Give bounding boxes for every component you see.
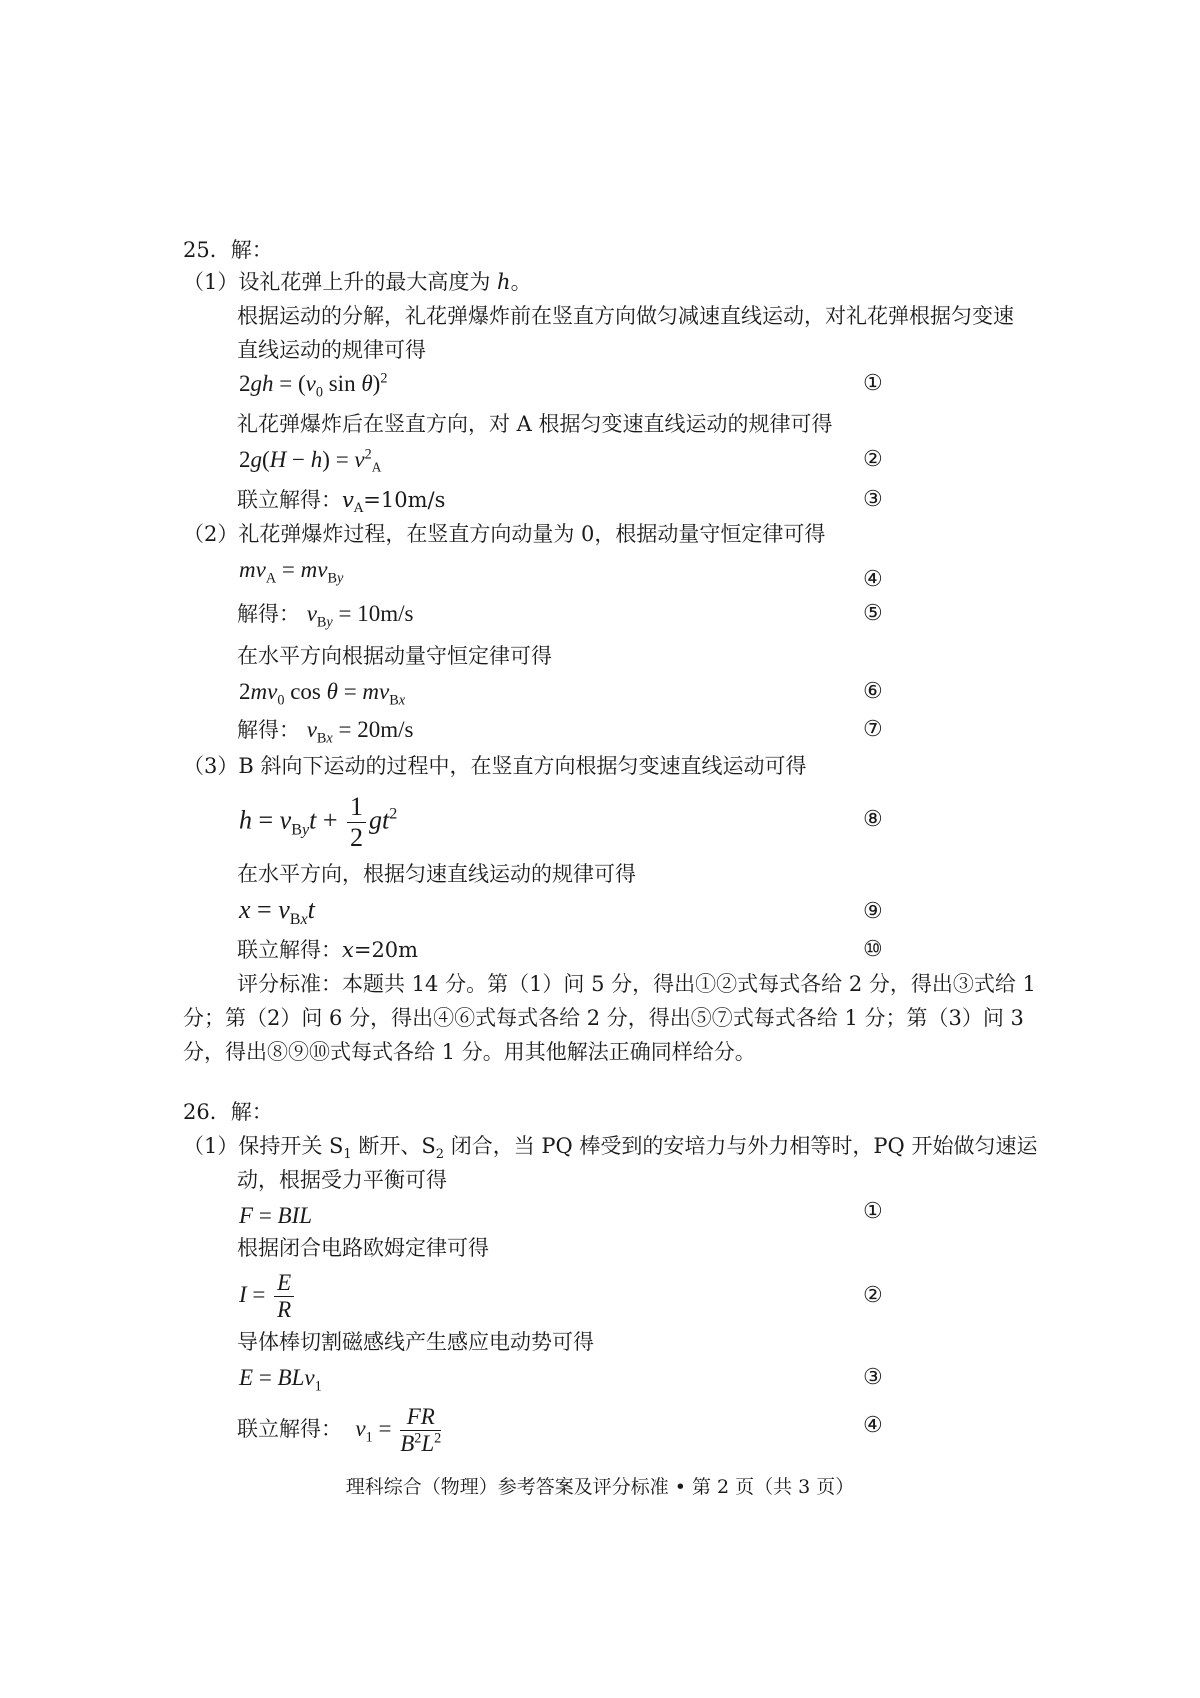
marker-26-3: ③ xyxy=(863,1365,883,1390)
q26-result: 联立解得： $v_1$ = $\frac{FR}{B^2L^2}$ xyxy=(237,1403,442,1457)
equation-8: $h = v_{By}t$ + $\frac{1}{2}$ $gt^2$ xyxy=(239,792,398,852)
q25-part3-result: 联立解得：x=20m xyxy=(237,938,419,962)
q26-heading: 26．解： xyxy=(183,1100,273,1124)
q25-scoring-line-1: 评分标准：本题共 14 分。第（1）问 5 分，得出①②式每式各给 2 分，得出③式给 1 xyxy=(237,972,1036,996)
q25-part2-result2: 解得： $v_{Bx} = 20m/s$ xyxy=(237,717,414,747)
q25-scoring-line-3: 分，得出⑧⑨⑩式每式各给 1 分。用其他解法正确同样给分。 xyxy=(183,1040,756,1064)
q25-part1-text-c: 礼花弹爆炸后在竖直方向，对 A 根据匀变速直线运动的规律可得 xyxy=(237,412,833,436)
q26-part1-title-a: （1）保持开关 $S_1$ 断开、$S_2$ 闭合，当 PQ 棒受到的安培力与外力相等时，PQ 开始做匀速运 xyxy=(183,1134,1038,1163)
marker-9: ⑨ xyxy=(863,899,883,924)
equation-1: $2gh = (v_0$ sin θ)$^2$ xyxy=(239,370,388,401)
marker-26-1: ① xyxy=(863,1199,883,1224)
marker-10: ⑩ xyxy=(863,937,883,962)
equation-26-3: E = BLv$_1$ xyxy=(239,1365,322,1395)
q25-part1-text-b: 直线运动的规律可得 xyxy=(237,338,426,362)
q25-part2-result1: 解得： $v_{By} = 10m/s$ xyxy=(237,601,414,631)
equation-4: $mv_A = mv_{By}$ xyxy=(239,557,344,587)
marker-26-4: ④ xyxy=(863,1413,883,1438)
q25-part1-text-a: 根据运动的分解，礼花弹爆炸前在竖直方向做匀减速直线运动，对礼花弹根据匀变速 xyxy=(237,304,1014,328)
marker-26-2: ② xyxy=(863,1283,883,1308)
marker-5: ⑤ xyxy=(863,601,883,626)
q25-scoring-line-2: 分；第（2）问 6 分，得出④⑥式每式各给 2 分，得出⑤⑦式每式各给 1 分；第（3）问 3 xyxy=(183,1006,1024,1030)
marker-6: ⑥ xyxy=(863,679,883,704)
q25-part2-text: 在水平方向根据动量守恒定律可得 xyxy=(237,644,552,668)
marker-3: ③ xyxy=(863,487,883,512)
q25-part2-title: （2）礼花弹爆炸过程，在竖直方向动量为 0，根据动量守恒定律可得 xyxy=(183,522,826,546)
equation-26-2: I = $\frac{E}{R}$ xyxy=(239,1268,297,1324)
q25-part3-text: 在水平方向，根据匀速直线运动的规律可得 xyxy=(237,862,636,886)
page-footer: 理科综合（物理）参考答案及评分标准 • 第 2 页（共 3 页） xyxy=(345,1476,855,1498)
q26-part1-title-b: 动，根据受力平衡可得 xyxy=(237,1168,447,1192)
marker-2: ② xyxy=(863,447,883,472)
q25-part1-title: （1）设礼花弹上升的最大高度为 h。 xyxy=(183,270,532,294)
marker-8: ⑧ xyxy=(863,807,883,832)
q26-text-b: 导体棒切割磁感线产生感应电动势可得 xyxy=(237,1330,594,1354)
equation-2: $2g(H - h) = v^2_A$ xyxy=(239,446,382,475)
q25-heading: 25．解： xyxy=(183,238,273,262)
q25-part3-title: （3）B 斜向下运动的过程中，在竖直方向根据匀变速直线运动可得 xyxy=(183,754,807,778)
equation-26-1: F = BIL xyxy=(239,1203,313,1228)
marker-4: ④ xyxy=(863,567,883,592)
q25-part1-result: 联立解得：$v_A=10m/s$ xyxy=(237,488,446,517)
q26-text-a: 根据闭合电路欧姆定律可得 xyxy=(237,1236,489,1260)
marker-7: ⑦ xyxy=(863,717,883,742)
marker-1: ① xyxy=(863,371,883,396)
equation-9: $x = v_{Bx}t$ xyxy=(239,895,315,929)
equation-6: $2mv_0$ $\cos \theta = mv_{Bx}$ xyxy=(239,679,406,709)
